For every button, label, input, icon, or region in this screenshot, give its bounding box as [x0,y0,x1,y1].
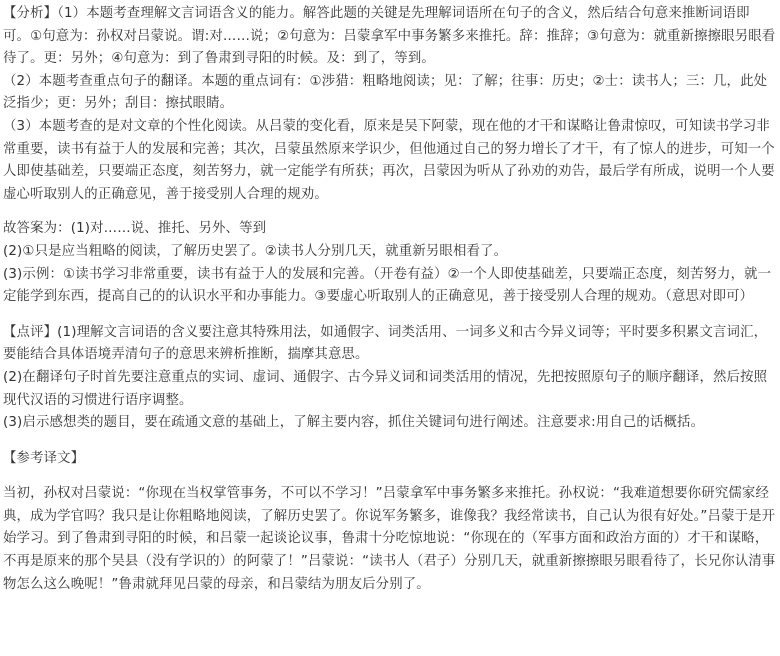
comment-line-1: 【点评】(1)理解文言词语的含义要注意其特殊用法，如通假字、词类活用、一词多义和古今异义词等；平时要多积累文言词汇，要能结合具体语境弄清句子的意思来辨析推断，揣摩其意思。 [3,324,768,363]
analysis-section [3,3,776,206]
answer-section [3,218,776,308]
answer-line-2: (2)①只是应当粗略的阅读，了解历史罢了。②读书人分别几天，就重新另眼相看了。 [3,243,508,259]
section-gap [3,309,776,322]
comment-line-3: (3)启示感想类的题目，要在疏通文意的基础上，了解主要内容，抓住关键词句进行阐述。注意要求:用自己的话概括。 [3,415,705,431]
translation-heading-wrap [3,448,776,471]
translation-heading: 【参考译文】 [3,450,85,466]
section-gap [3,435,776,448]
section-gap [3,470,776,483]
comment-line-2: (2)在翻译句子时首先要注意重点的实词、虚词、通假字、古今异义词和词类活用的情况，先把按照原句子的顺序翻译，然后按照现代汉语的习惯进行语序调整。 [3,369,768,408]
analysis-part-2: （2）本题考查重点句子的翻译。本题的重点词有：①涉猎：粗略地阅读；见：了解；往事：历史；②士：读书人；三：几，此处泛指少；更：另外；刮目：擦拭眼睛。 [3,73,768,112]
analysis-part-3: （3）本题考查的是对文章的个性化阅读。从吕蒙的变化看，原来是吴下阿蒙，现在他的才干和谋略让鲁肃惊叹，可知读书学习非常重要，读书有益于人的发展和完善；其次，吕蒙虽然原来学识少，但他通过自己的努力增长了才干，有了惊人的进步，可知一个人即使基础差，只要端正态度，刻苦努力，就一定能学有所获；再次，吕蒙因为听从了孙劝的劝告，最后学有所成，说明一个人要虚心听取别人的正确意见，善于接受别人合理的规劝。 [3,118,775,202]
answer-line-1: 故答案为：(1)对……说、推托、另外、等到 [3,221,267,237]
section-gap [3,206,776,218]
answer-line-3: (3)示例：①读书学习非常重要，读书有益于人的发展和完善。（开卷有益）②一个人即使基础差，只要端正态度，刻苦努力，就一定能学到东西，提高自己的的认识水平和办事能力。③要虚心听取别人的正确意见，善于接受别人合理的规劝。（意思对即可） [3,266,772,305]
analysis-intro: 【分析】（1）本题考查理解文言词语含义的能力。解答此题的关键是先理解词语所在句子的含义，然后结合句意来推断词语即可。①句意为：孙权对吕蒙说。谓:对……说；②句意为：吕蒙拿军中事务繁多来推托。辞：推辞；③句意为：就重新擦擦眼另眼看待了。更：另外；④句意为：到了鲁肃到寻阳的时候。及：到了，等到。 [3,6,776,67]
translation-section [3,483,776,596]
translation-body: 当初，孙权对吕蒙说：“你现在当权掌管事务，不可以不学习！”吕蒙拿军中事务繁多来推托。孙权说：“我难道想要你研究儒家经典，成为学官吗？我只是让你粗略地阅读，了解历史罢了。你说军务繁多，谁像我？我经常读书，自己认为很有好处。”吕蒙于是开始学习。到了鲁肃到寻阳的时候，和吕蒙一起谈论议事，鲁肃十分吃惊地说：“你现在的（军事方面和政治方面的）才干和谋略，不再是原来的那个吴县（没有学识的）的阿蒙了！”吕蒙说：“读书人（君子）分别几天，就重新擦擦眼另眼看待了，长兄你认清事物怎么这么晚呢！”鲁肃就拜见吕蒙的母亲，和吕蒙结为朋友后分别了。 [3,486,776,592]
comment-section [3,322,776,435]
